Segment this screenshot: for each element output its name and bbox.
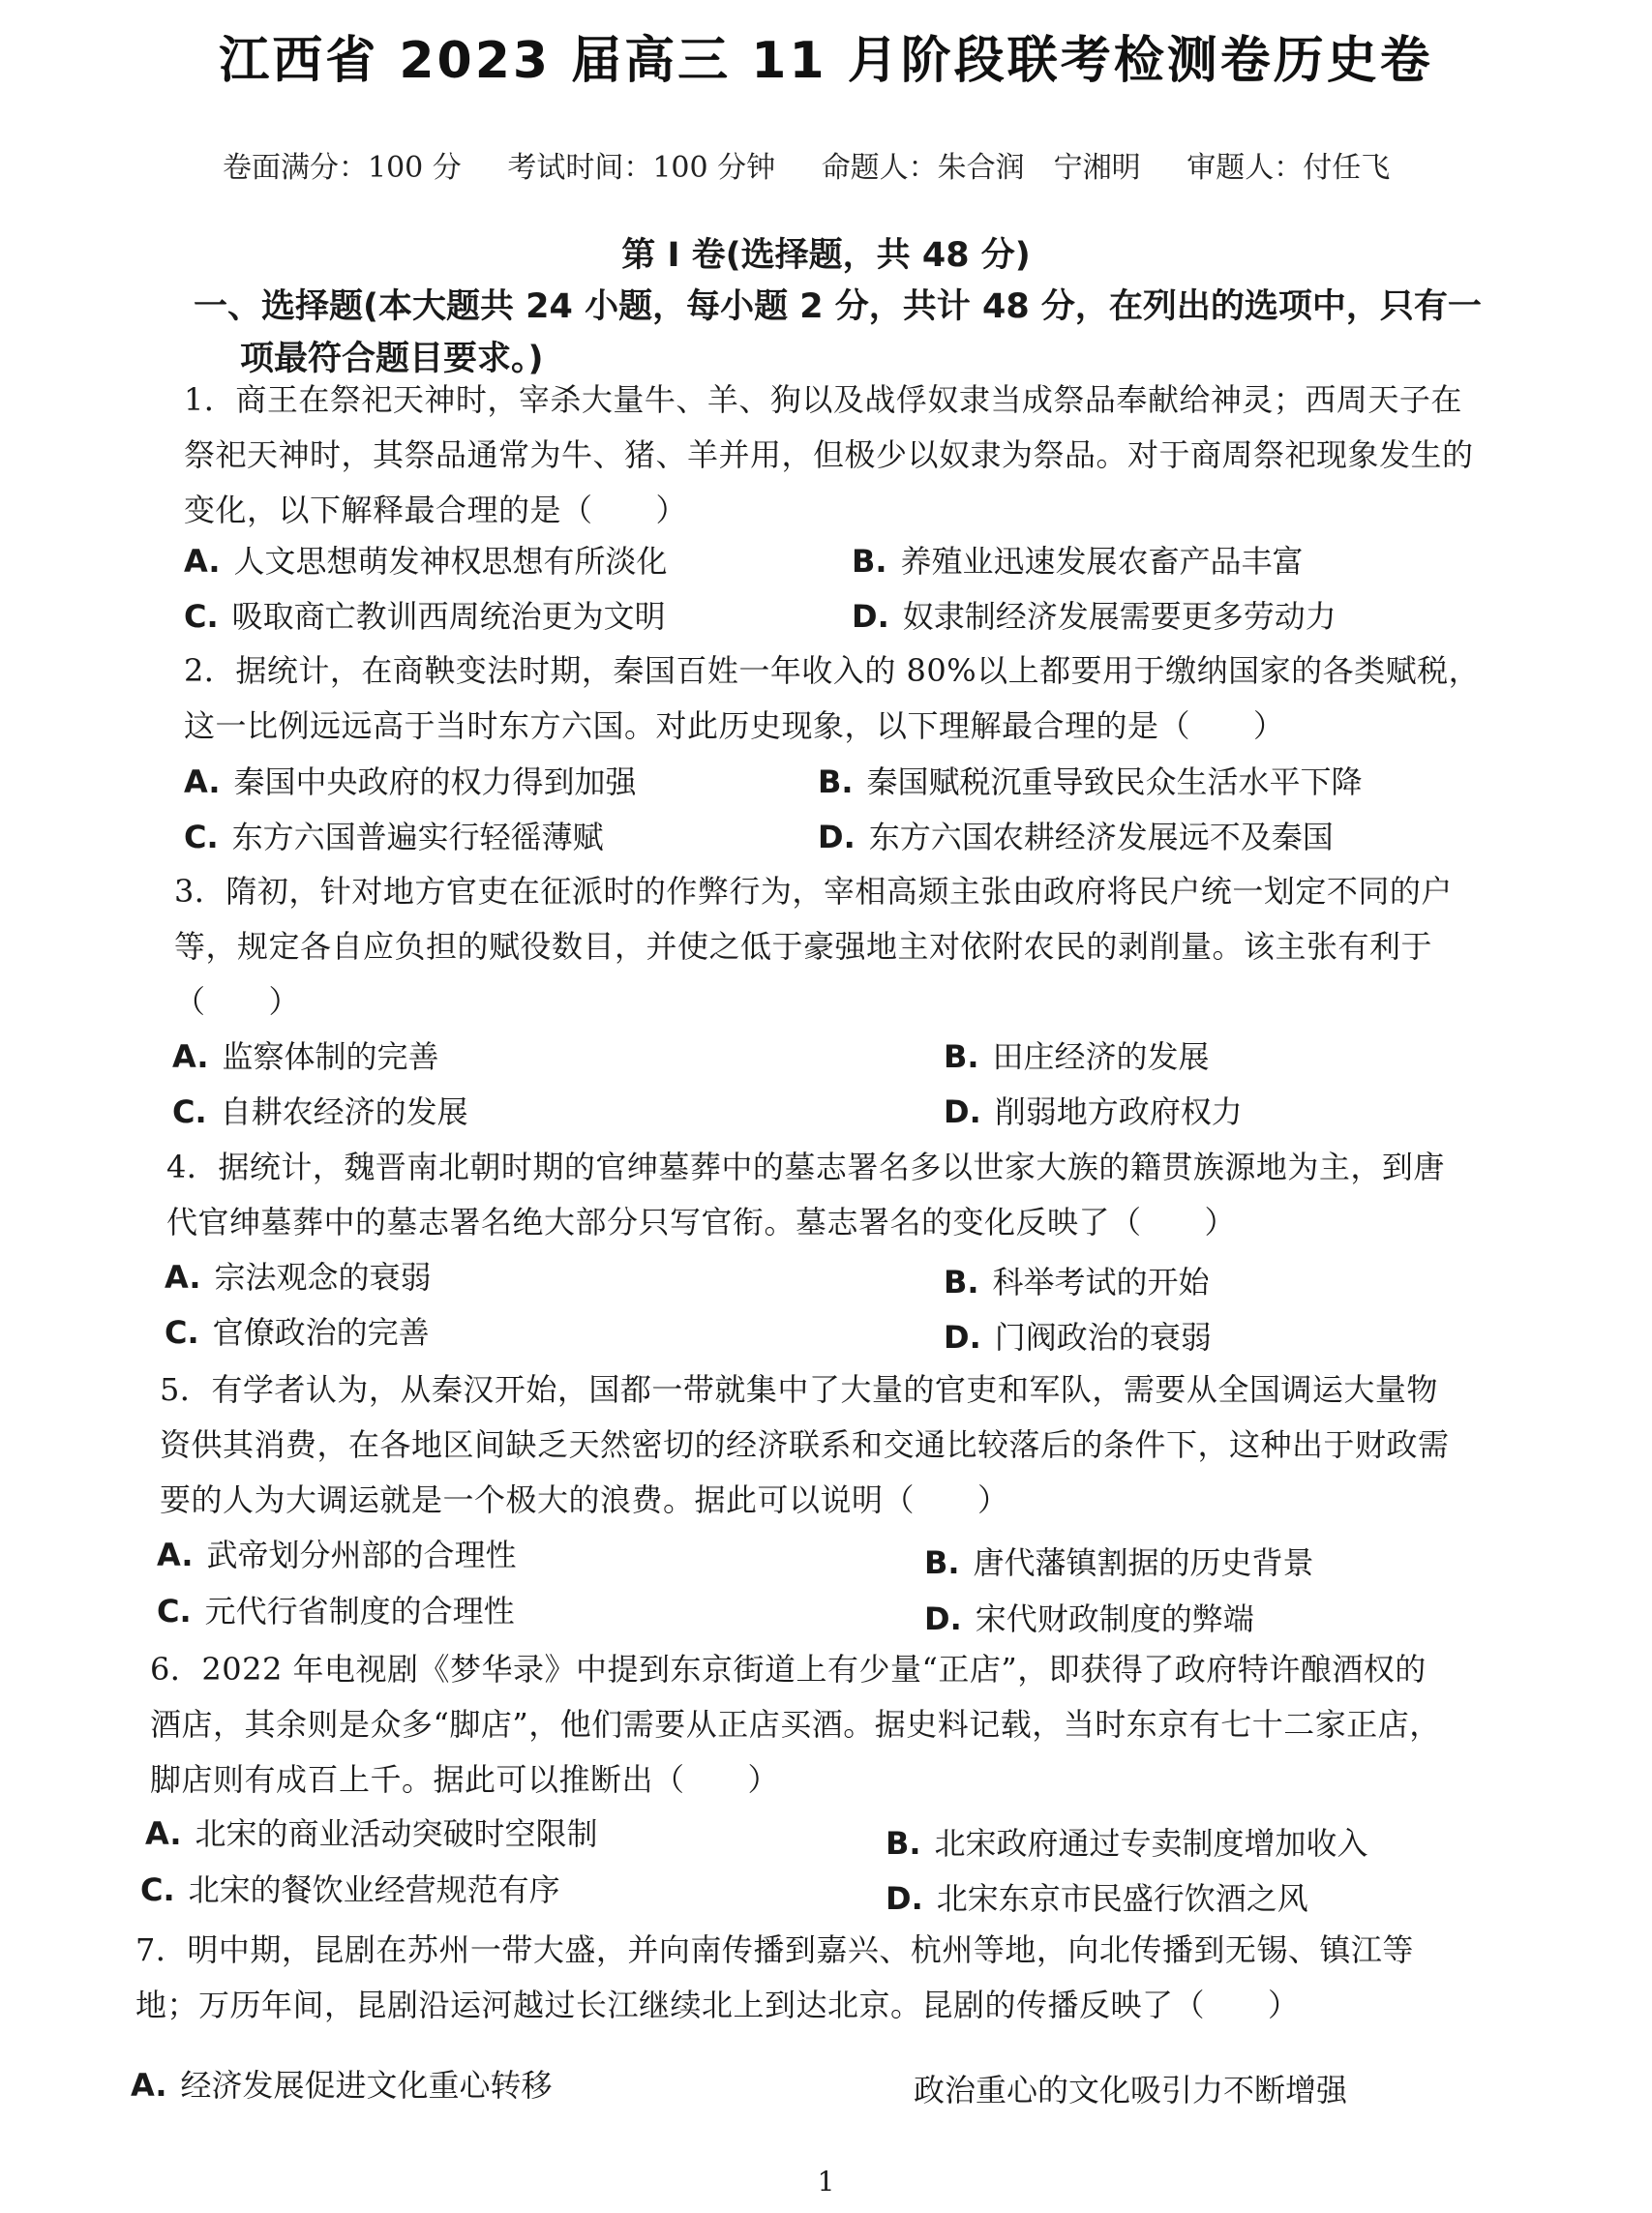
option-4c: C. 官僚政治的完善 xyxy=(165,1314,430,1351)
question-7 xyxy=(135,1923,1432,2033)
question-stem: 7．明中期，昆剧在苏州一带大盛，并向南传播到嘉兴、杭州等地，向北传播到无锡、镇江等地；万历年间，昆剧沿运河越过长江继续北上到达北京。昆剧的传播反映了（ ） xyxy=(135,1931,1414,2023)
option-5a: A. 武帝划分州部的合理性 xyxy=(157,1537,517,1573)
question-5 xyxy=(160,1362,1457,1528)
option-1a: A. 人文思想萌发神权思想有所淡化 xyxy=(184,543,668,580)
question-stem: 2．据统计，在商鞅变法时期，秦国百姓一年收入的 80%以上都要用于缴纳国家的各类赋税，这一比例远远高于当时东方六国。对此历史现象，以下理解最合理的是（ ） xyxy=(184,652,1481,744)
option-6c: C. 北宋的餐饮业经营规范有序 xyxy=(140,1871,560,1908)
question-stem: 5．有学者认为，从秦汉开始，国都一带就集中了大量的官吏和军队，需要从全国调运大量物资供其消费，在各地区间缺乏天然密切的经济联系和交通比较落后的条件下，这种出于财政需要的人为大调运就是一个极大的浪费。据此可以说明（ ） xyxy=(160,1371,1450,1518)
option-7b: 政治重心的文化吸引力不断增强 xyxy=(914,2072,1348,2108)
full-score: 卷面满分：100 分 xyxy=(223,151,462,185)
question-authors: 命题人：朱合润 宁湘明 xyxy=(821,151,1141,185)
question-2 xyxy=(184,643,1481,754)
option-5c: C. 元代行省制度的合理性 xyxy=(157,1593,515,1630)
section-title: 第 I 卷(选择题，共 48 分) xyxy=(621,236,1031,275)
question-stem: 4．据统计，魏晋南北朝时期的官绅墓葬中的墓志署名多以世家大族的籍贯族源地为主，到唐代官绅墓葬中的墓志署名绝大部分只写官衔。墓志署名的变化反映了（ ） xyxy=(166,1149,1445,1241)
option-4d: D. 门阀政治的衰弱 xyxy=(944,1319,1212,1356)
option-6d: D. 北宋东京市民盛行饮酒之风 xyxy=(886,1880,1308,1917)
option-3a: A. 监察体制的完善 xyxy=(172,1038,439,1075)
option-7a: A. 经济发展促进文化重心转移 xyxy=(131,2067,553,2104)
option-5d: D. 宋代财政制度的弊端 xyxy=(924,1600,1254,1637)
option-2a: A. 秦国中央政府的权力得到加强 xyxy=(184,763,637,800)
question-reviewer: 审题人：付任飞 xyxy=(1186,151,1391,185)
question-stem: 3．隋初，针对地方官吏在征派时的作弊行为，宰相高颎主张由政府将民户统一划定不同的户等，规定各自应负担的赋役数目，并使之低于豪强地主对依附农民的剥削量。该主张有利于（ ） xyxy=(174,873,1453,1020)
exam-time: 考试时间：100 分钟 xyxy=(507,151,776,185)
option-6a: A. 北宋的商业活动突破时空限制 xyxy=(145,1815,598,1852)
option-2d: D. 东方六国农耕经济发展远不及秦国 xyxy=(818,819,1334,855)
option-1d: D. 奴隶制经济发展需要更多劳动力 xyxy=(852,598,1337,635)
option-2b: B. 秦国赋税沉重导致民众生活水平下降 xyxy=(818,763,1363,800)
question-stem: 1．商王在祭祀天神时，宰杀大量牛、羊、狗以及战俘奴隶当成祭品奉献给神灵；西周天子在祭祀天神时，其祭品通常为牛、猪、羊并用，但极少以奴隶为祭品。对于商周祭祀现象发生的变化，以下解释最合理的是（ ） xyxy=(184,381,1474,528)
option-5b: B. 唐代藩镇割据的历史背景 xyxy=(924,1544,1314,1581)
question-6 xyxy=(150,1642,1447,1808)
option-3b: B. 田庄经济的发展 xyxy=(944,1038,1210,1075)
option-4b: B. 科举考试的开始 xyxy=(944,1264,1210,1301)
option-1b: B. 养殖业迅速发展农畜产品丰富 xyxy=(852,543,1304,580)
question-stem: 6．2022 年电视剧《梦华录》中提到东京街道上有少量“正店”，即获得了政府特许酿酒权的酒店，其余则是众多“脚店”，他们需要从正店买酒。据史料记载，当时东京有七十二家正店，脚店则有成百上千。据此可以推断出（ ） xyxy=(150,1651,1441,1798)
option-4a: A. 宗法观念的衰弱 xyxy=(165,1259,432,1296)
page-number: 1 xyxy=(817,2166,835,2198)
exam-title: 江西省 2023 届高三 11 月阶段联考检测卷历史卷 xyxy=(219,32,1433,90)
option-6b: B. 北宋政府通过专卖制度增加收入 xyxy=(886,1825,1368,1862)
exam-meta xyxy=(223,143,1427,186)
option-3c: C. 自耕农经济的发展 xyxy=(172,1093,468,1130)
question-1 xyxy=(184,373,1481,538)
option-3d: D. 削弱地方政府权力 xyxy=(944,1093,1243,1130)
question-3 xyxy=(174,864,1471,1030)
question-4 xyxy=(166,1140,1463,1250)
option-2c: C. 东方六国普遍实行轻徭薄赋 xyxy=(184,819,604,855)
option-1c: C. 吸取商亡教训西周统治更为文明 xyxy=(184,598,666,635)
section-instruction: 一、选择题(本大题共 24 小题，每小题 2 分，共计 48 分，在列出的选项中，只有一项最符合题目要求。) xyxy=(194,287,1482,378)
